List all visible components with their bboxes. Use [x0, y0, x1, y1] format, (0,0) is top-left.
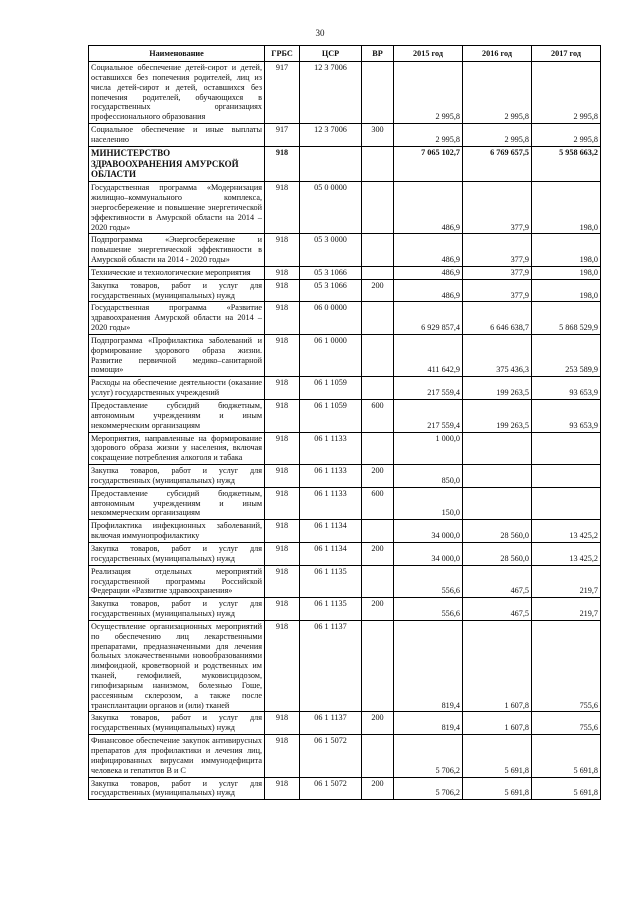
table-row: [89, 598, 601, 621]
cell-vr: [362, 377, 394, 400]
cell-name: Закупка товаров, работ и услуг для государственных (муниципальных) нужд: [89, 598, 265, 621]
cell-grbs: 918: [265, 146, 300, 181]
cell-name: Государственная программа «Модернизация жилищно–коммунального комплекса, энергосбережение и повышение энергетической эффективности в Амурской области на 2014 – 2020 годы»: [89, 182, 265, 234]
cell-grbs: 918: [265, 182, 300, 234]
table-row: [89, 712, 601, 735]
table-body: [89, 62, 601, 800]
cell-vr: [362, 334, 394, 376]
cell-y2016: 467,5: [463, 598, 532, 621]
table-row: [89, 377, 601, 400]
cell-y2017: 253 589,9: [532, 334, 601, 376]
cell-vr: [362, 234, 394, 267]
cell-name: Расходы на обеспечение деятельности (оказание услуг) государственных учреждений: [89, 377, 265, 400]
cell-y2017: 5 958 663,2: [532, 146, 601, 181]
cell-y2015: 486,9: [394, 182, 463, 234]
cell-grbs: 917: [265, 62, 300, 124]
cell-y2015: 1 000,0: [394, 432, 463, 465]
cell-grbs: 918: [265, 400, 300, 433]
cell-y2015: 819,4: [394, 620, 463, 712]
cell-grbs: 918: [265, 234, 300, 267]
cell-grbs: 917: [265, 124, 300, 147]
cell-vr: 300: [362, 124, 394, 147]
cell-csr: 06 1 1133: [300, 432, 362, 465]
cell-y2017: 5 691,8: [532, 777, 601, 800]
cell-vr: [362, 182, 394, 234]
header-csr: ЦСР: [300, 46, 362, 62]
cell-y2016: 377,9: [463, 182, 532, 234]
cell-y2016: [463, 465, 532, 488]
cell-csr: 06 1 1133: [300, 465, 362, 488]
cell-y2015: 850,0: [394, 465, 463, 488]
cell-y2016: 5 691,8: [463, 735, 532, 777]
cell-csr: 06 1 1134: [300, 520, 362, 543]
cell-y2017: 93 653,9: [532, 377, 601, 400]
table-row: [89, 542, 601, 565]
cell-y2016: 28 560,0: [463, 542, 532, 565]
table-row: [89, 124, 601, 147]
cell-y2017: 755,6: [532, 712, 601, 735]
page-number: 30: [315, 28, 325, 38]
cell-y2017: 219,7: [532, 598, 601, 621]
cell-y2017: 219,7: [532, 565, 601, 598]
cell-grbs: 918: [265, 279, 300, 302]
cell-y2017: 93 653,9: [532, 400, 601, 433]
cell-csr: [300, 146, 362, 181]
cell-vr: 200: [362, 712, 394, 735]
cell-grbs: 918: [265, 487, 300, 520]
cell-y2017: 198,0: [532, 234, 601, 267]
cell-y2016: 377,9: [463, 279, 532, 302]
cell-name: Закупка товаров, работ и услуг для государственных (муниципальных) нужд: [89, 465, 265, 488]
cell-y2017: 2 995,8: [532, 62, 601, 124]
cell-y2017: 755,6: [532, 620, 601, 712]
cell-csr: 05 3 1066: [300, 279, 362, 302]
cell-y2017: 198,0: [532, 279, 601, 302]
cell-grbs: 918: [265, 334, 300, 376]
cell-y2015: 486,9: [394, 234, 463, 267]
cell-y2015: 34 000,0: [394, 542, 463, 565]
cell-name: Технические и технологические мероприятия: [89, 266, 265, 279]
cell-vr: [362, 620, 394, 712]
cell-grbs: 918: [265, 266, 300, 279]
cell-y2016: 199 263,5: [463, 400, 532, 433]
header-2017: 2017 год: [532, 46, 601, 62]
cell-name: Предоставление субсидий бюджетным, автономным учреждениям и иным некоммерческим организациям: [89, 400, 265, 433]
cell-y2015: 150,0: [394, 487, 463, 520]
cell-grbs: 918: [265, 465, 300, 488]
cell-y2017: 198,0: [532, 182, 601, 234]
cell-name: Подпрограмма «Энергосбережение и повышение энергетической эффективности в Амурской области на 2014 - 2020 годы»: [89, 234, 265, 267]
cell-grbs: 918: [265, 620, 300, 712]
cell-vr: 200: [362, 777, 394, 800]
cell-csr: 06 1 5072: [300, 735, 362, 777]
cell-name: Закупка товаров, работ и услуг для государственных (муниципальных) нужд: [89, 279, 265, 302]
table-row: [89, 520, 601, 543]
header-2015: 2015 год: [394, 46, 463, 62]
cell-y2015: 217 559,4: [394, 400, 463, 433]
cell-y2017: 5 868 529,9: [532, 302, 601, 335]
cell-name: Закупка товаров, работ и услуг для государственных (муниципальных) нужд: [89, 542, 265, 565]
cell-csr: 06 1 1137: [300, 620, 362, 712]
cell-y2017: 13 425,2: [532, 542, 601, 565]
table-row: [89, 565, 601, 598]
cell-y2016: 2 995,8: [463, 62, 532, 124]
cell-csr: 06 1 5072: [300, 777, 362, 800]
cell-y2017: 198,0: [532, 266, 601, 279]
cell-grbs: 918: [265, 432, 300, 465]
cell-y2017: [532, 432, 601, 465]
cell-grbs: 918: [265, 712, 300, 735]
table-row: [89, 182, 601, 234]
cell-y2016: [463, 432, 532, 465]
cell-vr: [362, 266, 394, 279]
cell-grbs: 918: [265, 598, 300, 621]
cell-grbs: 918: [265, 777, 300, 800]
cell-y2015: 411 642,9: [394, 334, 463, 376]
cell-name: Государственная программа «Развитие здравоохранения Амурской области на 2014 – 2020 годы»: [89, 302, 265, 335]
cell-y2015: 556,6: [394, 565, 463, 598]
cell-vr: [362, 62, 394, 124]
table-row: [89, 487, 601, 520]
cell-name: Закупка товаров, работ и услуг для государственных (муниципальных) нужд: [89, 777, 265, 800]
budget-table: [88, 45, 601, 800]
cell-name: МИНИСТЕРСТВО ЗДРАВООХРАНЕНИЯ АМУРСКОЙ ОБЛАСТИ: [89, 146, 265, 181]
cell-csr: 06 1 1133: [300, 487, 362, 520]
cell-csr: 06 1 0000: [300, 334, 362, 376]
cell-csr: 06 1 1059: [300, 377, 362, 400]
table-row: [89, 620, 601, 712]
cell-name: Профилактика инфекционных заболеваний, включая иммунопрофилактику: [89, 520, 265, 543]
cell-y2016: 377,9: [463, 266, 532, 279]
cell-csr: 06 0 0000: [300, 302, 362, 335]
cell-vr: [362, 735, 394, 777]
table-row: [89, 279, 601, 302]
cell-csr: 06 1 1137: [300, 712, 362, 735]
cell-grbs: 918: [265, 302, 300, 335]
table-row: [89, 234, 601, 267]
cell-name: Финансовое обеспечение закупок антивирусных препаратов для профилактики и лечения лиц, инфицированных вирусами иммунодефицита человека и гепатитов В и С: [89, 735, 265, 777]
cell-vr: 200: [362, 542, 394, 565]
cell-vr: 200: [362, 279, 394, 302]
cell-csr: 12 3 7006: [300, 124, 362, 147]
header-2016: 2016 год: [463, 46, 532, 62]
cell-y2016: 467,5: [463, 565, 532, 598]
cell-csr: 05 3 0000: [300, 234, 362, 267]
cell-y2015: 2 995,8: [394, 124, 463, 147]
cell-vr: [362, 565, 394, 598]
cell-name: Закупка товаров, работ и услуг для государственных (муниципальных) нужд: [89, 712, 265, 735]
cell-name: Подпрограмма «Профилактика заболеваний и формирование здорового образа жизни. Развитие первичной медико–санитарной помощи»: [89, 334, 265, 376]
table-row: [89, 62, 601, 124]
header-vr: ВР: [362, 46, 394, 62]
table-header-row: [89, 46, 601, 62]
cell-vr: [362, 302, 394, 335]
cell-y2015: 34 000,0: [394, 520, 463, 543]
cell-name: Реализация отдельных мероприятий государственной программы Российской Федерации «Развитие здравоохранения»: [89, 565, 265, 598]
cell-grbs: 918: [265, 542, 300, 565]
table-row: [89, 400, 601, 433]
header-name: Наименование: [89, 46, 265, 62]
table-row: [89, 735, 601, 777]
table-row: [89, 777, 601, 800]
cell-csr: 06 1 1134: [300, 542, 362, 565]
cell-y2015: 5 706,2: [394, 777, 463, 800]
table-row: [89, 465, 601, 488]
table-row: [89, 334, 601, 376]
table-row: [89, 302, 601, 335]
cell-y2017: 2 995,8: [532, 124, 601, 147]
cell-grbs: 918: [265, 735, 300, 777]
cell-y2015: 7 065 102,7: [394, 146, 463, 181]
cell-y2016: 28 560,0: [463, 520, 532, 543]
cell-y2015: 819,4: [394, 712, 463, 735]
table-row: [89, 266, 601, 279]
cell-y2016: 6 769 657,5: [463, 146, 532, 181]
cell-y2017: 5 691,8: [532, 735, 601, 777]
cell-csr: 05 3 1066: [300, 266, 362, 279]
cell-y2015: 556,6: [394, 598, 463, 621]
cell-vr: 600: [362, 400, 394, 433]
cell-y2016: 6 646 638,7: [463, 302, 532, 335]
table-row: [89, 432, 601, 465]
cell-vr: [362, 146, 394, 181]
cell-y2016: 5 691,8: [463, 777, 532, 800]
cell-y2016: 375 436,3: [463, 334, 532, 376]
cell-grbs: 918: [265, 565, 300, 598]
cell-y2017: [532, 487, 601, 520]
cell-y2016: 2 995,8: [463, 124, 532, 147]
cell-csr: 06 1 1135: [300, 565, 362, 598]
cell-csr: 06 1 1135: [300, 598, 362, 621]
cell-vr: 200: [362, 598, 394, 621]
cell-csr: 05 0 0000: [300, 182, 362, 234]
cell-name: Осуществление организационных мероприятий по обеспечению лиц лекарственными препаратами, предназначенными для лечения больных злокачественными новообразованиями лимфоидной, кроветворной и родственных им тканей, гемофилией, муковисцидозом, гипофизарным нанизмом, болезнью Гоше, рассеянным склерозом, а также после трансплантации органов и (или) тканей: [89, 620, 265, 712]
cell-name: Социальное обеспечение и иные выплаты населению: [89, 124, 265, 147]
cell-y2015: 486,9: [394, 279, 463, 302]
cell-y2015: 5 706,2: [394, 735, 463, 777]
cell-name: Предоставление субсидий бюджетным, автономным учреждениям и иным некоммерческим организациям: [89, 487, 265, 520]
cell-y2016: 1 607,8: [463, 620, 532, 712]
cell-vr: 200: [362, 465, 394, 488]
cell-y2017: 13 425,2: [532, 520, 601, 543]
cell-name: Мероприятия, направленные на формирование здорового образа жизни у населения, включая сокращение потребления алкоголя и табака: [89, 432, 265, 465]
cell-vr: [362, 432, 394, 465]
cell-y2017: [532, 465, 601, 488]
cell-y2016: 199 263,5: [463, 377, 532, 400]
cell-y2015: 6 929 857,4: [394, 302, 463, 335]
cell-y2016: [463, 487, 532, 520]
cell-csr: 12 3 7006: [300, 62, 362, 124]
cell-vr: [362, 520, 394, 543]
cell-y2016: 1 607,8: [463, 712, 532, 735]
cell-grbs: 918: [265, 377, 300, 400]
cell-name: Социальное обеспечение детей-сирот и детей, оставшихся без попечения родителей, лиц из числа детей-сирот и детей, оставшихся без попечения родителей, обучающихся в государственных организациях профессионального образования: [89, 62, 265, 124]
cell-csr: 06 1 1059: [300, 400, 362, 433]
cell-y2015: 2 995,8: [394, 62, 463, 124]
header-grbs: ГРБС: [265, 46, 300, 62]
cell-y2015: 217 559,4: [394, 377, 463, 400]
cell-y2016: 377,9: [463, 234, 532, 267]
cell-y2015: 486,9: [394, 266, 463, 279]
table-row: [89, 146, 601, 181]
cell-vr: 600: [362, 487, 394, 520]
cell-grbs: 918: [265, 520, 300, 543]
